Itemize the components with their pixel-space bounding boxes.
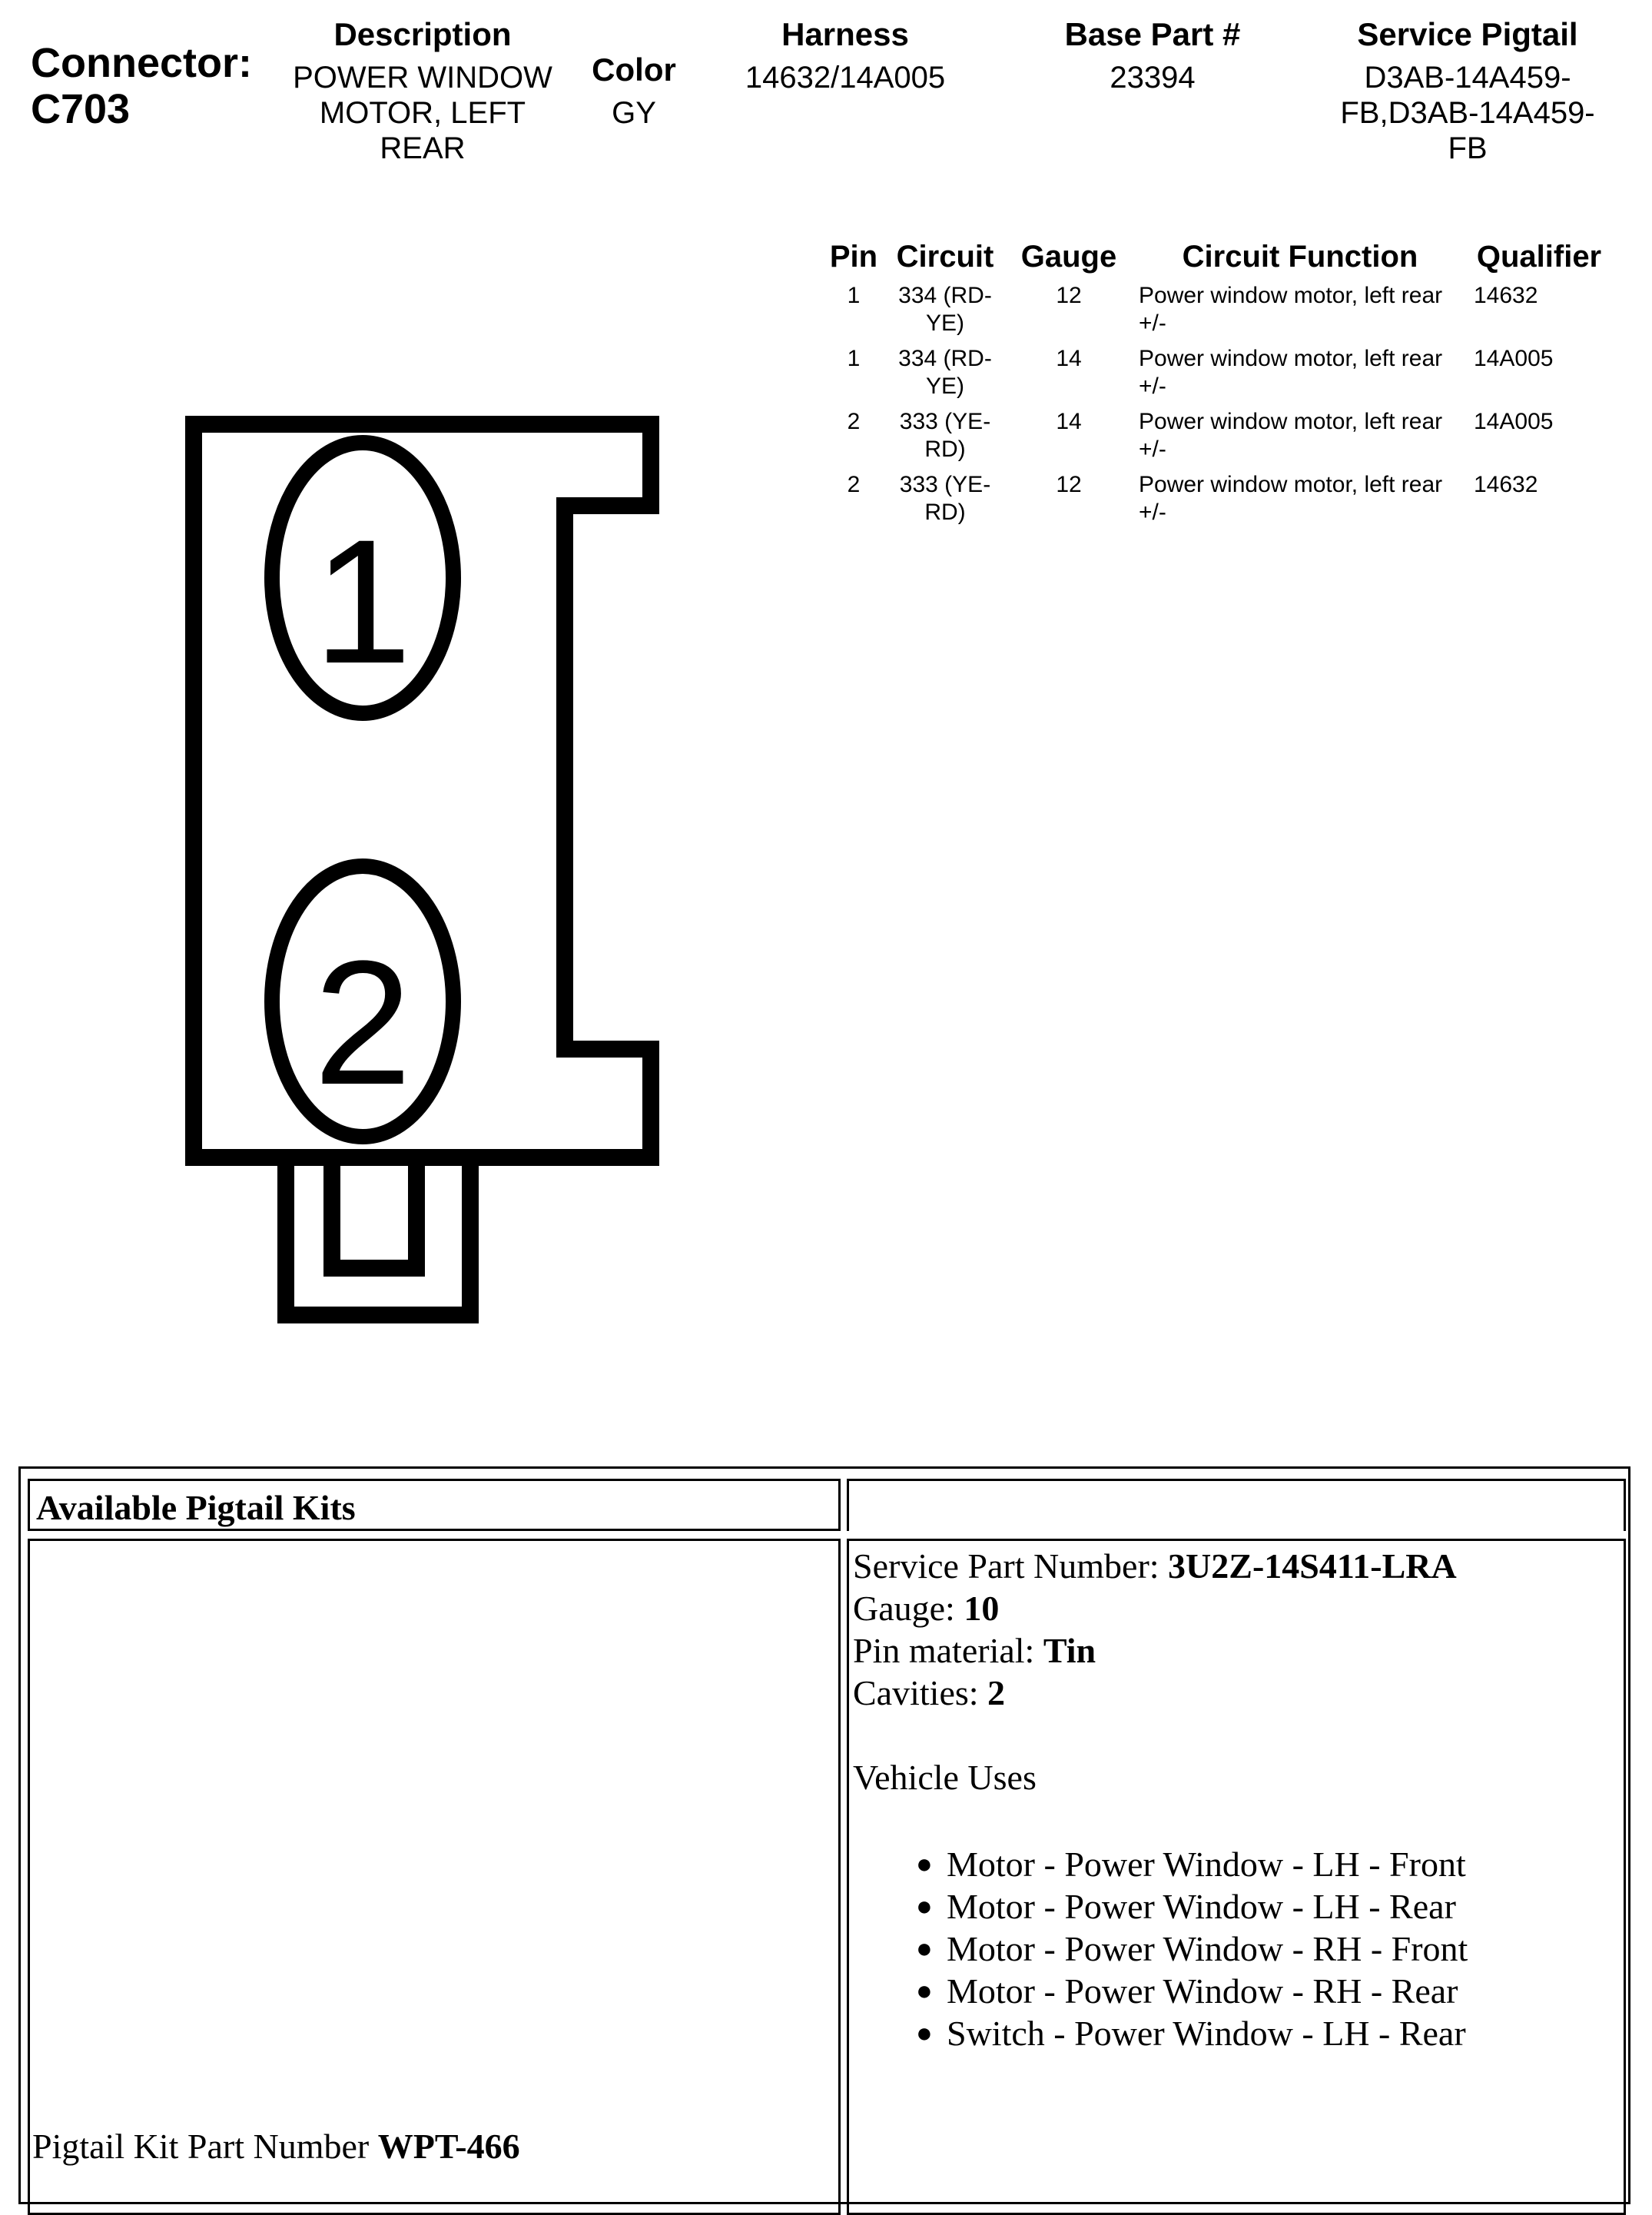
gauge-label: Gauge:	[853, 1589, 955, 1628]
qualifier-cell: 14632	[1474, 283, 1538, 308]
vehicle-use-text: Motor - Power Window - LH - Rear	[947, 1887, 1456, 1926]
pin-material-label: Pin material:	[853, 1631, 1035, 1670]
list-item	[916, 1928, 1468, 1970]
list-item	[916, 2012, 1468, 2054]
connector-latch-outer	[286, 1157, 470, 1315]
description-heading: Description	[333, 16, 512, 52]
list-item	[916, 1843, 1468, 1885]
connector-id: C703	[31, 86, 131, 132]
service-part-value: 3U2Z-14S411-LRA	[1168, 1546, 1457, 1586]
bullet-icon: ●	[916, 1848, 933, 1879]
service-pigtail-heading: Service Pigtail	[1357, 16, 1578, 52]
right-header-cell	[847, 1479, 1626, 1531]
qualifier-header: Qualifier	[1476, 240, 1602, 274]
gauge-cell: 14	[1056, 346, 1082, 371]
circuit-line-1: 334 (RD-	[898, 346, 992, 371]
gauge-cell: 12	[1056, 472, 1082, 497]
bullet-icon: ●	[916, 2017, 933, 2048]
gauge-cell: 12	[1056, 283, 1082, 308]
circuit-line-1: 334 (RD-	[898, 283, 992, 308]
pin-1-number: 1	[313, 503, 412, 700]
pin-cell: 2	[847, 472, 861, 497]
pin-cell: 1	[847, 283, 861, 308]
pigtail-image-cell	[28, 1539, 841, 2215]
service-part-label: Service Part Number:	[853, 1546, 1159, 1586]
cavities-line	[853, 1672, 1468, 1714]
kit-part-label: Pigtail Kit Part Number	[32, 2127, 370, 2166]
pin-cell: 1	[847, 346, 861, 371]
circuit-line-1: 333 (YE-	[899, 472, 991, 497]
pin-cell: 2	[847, 409, 861, 434]
list-item	[916, 1970, 1468, 2012]
description-line-3: REAR	[380, 131, 466, 165]
pigtail-specifications	[853, 1545, 1468, 2054]
vehicle-use-text: Motor - Power Window - RH - Rear	[947, 1971, 1458, 2011]
function-line-1: Power window motor, left rear	[1139, 283, 1443, 308]
harness-heading: Harness	[781, 16, 909, 52]
function-line-2: +/-	[1139, 437, 1166, 462]
connector-body-outline	[194, 424, 651, 1157]
connector-label: Connector:	[31, 40, 252, 86]
function-line-2: +/-	[1139, 310, 1166, 336]
pin-material-line	[853, 1629, 1468, 1672]
cavities-label: Cavities:	[853, 1673, 979, 1712]
function-line-2: +/-	[1139, 500, 1166, 525]
gauge-header: Gauge	[1020, 240, 1117, 274]
available-pigtail-kits-header: Available Pigtail Kits	[28, 1479, 841, 1531]
pigtail-kit-part-number	[32, 2126, 520, 2167]
vehicle-uses-label: Vehicle Uses	[853, 1758, 1037, 1797]
kit-part-value: WPT-466	[377, 2127, 520, 2166]
connector-latch-inner	[332, 1157, 416, 1268]
function-line-1: Power window motor, left rear	[1139, 472, 1443, 497]
circuit-function-header: Circuit Function	[1182, 240, 1418, 274]
circuit-header: Circuit	[896, 240, 994, 274]
function-line-1: Power window motor, left rear	[1139, 346, 1443, 371]
vehicle-use-text: Switch - Power Window - LH - Rear	[947, 2014, 1466, 2053]
service-part-line	[853, 1545, 1468, 1587]
vehicle-use-text: Motor - Power Window - RH - Front	[947, 1929, 1468, 1968]
gauge-value: 10	[964, 1589, 1000, 1628]
qualifier-cell: 14A005	[1474, 346, 1554, 371]
cavities-value: 2	[987, 1673, 1006, 1712]
color-heading: Color	[592, 51, 676, 88]
gauge-cell: 14	[1056, 409, 1082, 434]
vehicle-use-text: Motor - Power Window - LH - Front	[947, 1845, 1466, 1884]
circuit-line-2: YE)	[925, 310, 964, 336]
vehicle-uses-list	[853, 1843, 1468, 2054]
service-pigtail-line-2: FB,D3AB-14A459-	[1340, 96, 1595, 130]
circuit-line-1: 333 (YE-	[899, 409, 991, 434]
circuit-line-2: RD)	[924, 500, 966, 525]
list-item	[916, 1885, 1468, 1928]
circuit-line-2: RD)	[924, 437, 966, 462]
pin-header: Pin	[829, 240, 878, 274]
gauge-line	[853, 1587, 1468, 1629]
bullet-icon: ●	[916, 1933, 933, 1964]
bullet-icon: ●	[916, 1975, 933, 2006]
description-line-1: POWER WINDOW	[293, 61, 552, 95]
service-pigtail-line-3: FB	[1448, 131, 1488, 165]
service-pigtail-line-1: D3AB-14A459-	[1364, 61, 1571, 95]
qualifier-cell: 14A005	[1474, 409, 1554, 434]
color-value: GY	[612, 96, 656, 130]
base-part-heading: Base Part #	[1064, 16, 1241, 52]
pin-material-value: Tin	[1043, 1631, 1096, 1670]
function-line-1: Power window motor, left rear	[1139, 409, 1443, 434]
description-line-2: MOTOR, LEFT	[319, 96, 526, 130]
qualifier-cell: 14632	[1474, 472, 1538, 497]
function-line-2: +/-	[1139, 374, 1166, 399]
circuit-line-2: YE)	[925, 374, 964, 399]
pin-2-number: 2	[313, 924, 412, 1121]
base-part-value: 23394	[1110, 61, 1196, 95]
bullet-icon: ●	[916, 1891, 933, 1921]
harness-value: 14632/14A005	[745, 61, 946, 95]
